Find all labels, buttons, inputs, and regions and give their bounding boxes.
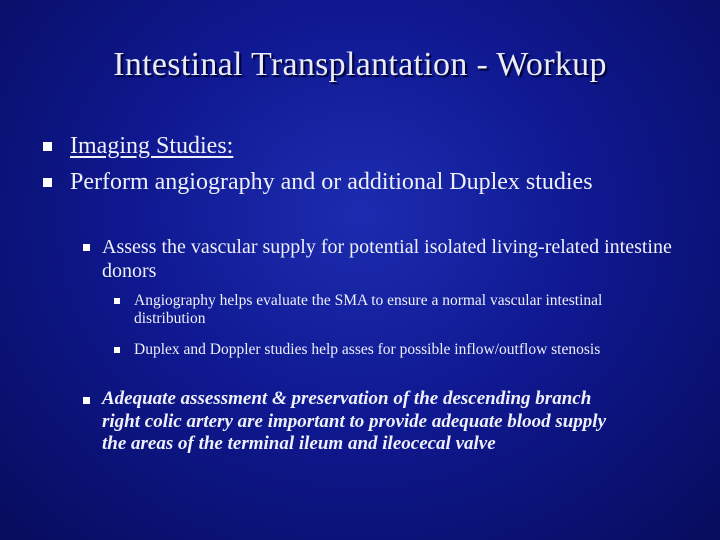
emphasis-line-2: right colic artery are important to provide adequate blood supply	[102, 410, 607, 432]
square-bullet-icon	[83, 397, 90, 404]
bullet-imaging-studies	[43, 133, 690, 160]
sub-sub-bullet-text: Angiography helps evaluate the SMA to ensure a normal vascular intestinal distribution	[134, 292, 603, 327]
bullet-text: Perform angiography and or additional Duplex studies	[70, 169, 593, 195]
sub-bullet-assess-vascular-supply	[83, 235, 682, 283]
square-bullet-icon	[43, 142, 52, 151]
emphasis-line-3: the areas of the terminal ileum and ileocecal valve	[102, 433, 496, 454]
slide-title: Intestinal Transplantation - Workup	[113, 46, 607, 83]
sub-sub-bullet-text: Duplex and Doppler studies help asses for possible inflow/outflow stenosis	[134, 341, 601, 358]
square-bullet-icon	[114, 347, 120, 353]
square-bullet-icon	[83, 244, 90, 251]
bullet-text: Imaging Studies:	[70, 133, 234, 159]
sub-sub-bullet-angiography	[114, 292, 654, 328]
sub-bullet-text: Assess the vascular supply for potential isolated living-related intestine donors	[102, 236, 672, 282]
emphasis-bullet-text	[102, 388, 702, 456]
sub-sub-bullet-duplex-doppler	[114, 341, 674, 359]
emphasis-bullet-adequate-assessment	[83, 388, 702, 456]
square-bullet-icon	[43, 178, 52, 187]
emphasis-line-1: Adequate assessment & preservation of the descending branch	[102, 388, 592, 409]
bullet-perform-angiography	[43, 169, 630, 196]
square-bullet-icon	[114, 298, 120, 304]
